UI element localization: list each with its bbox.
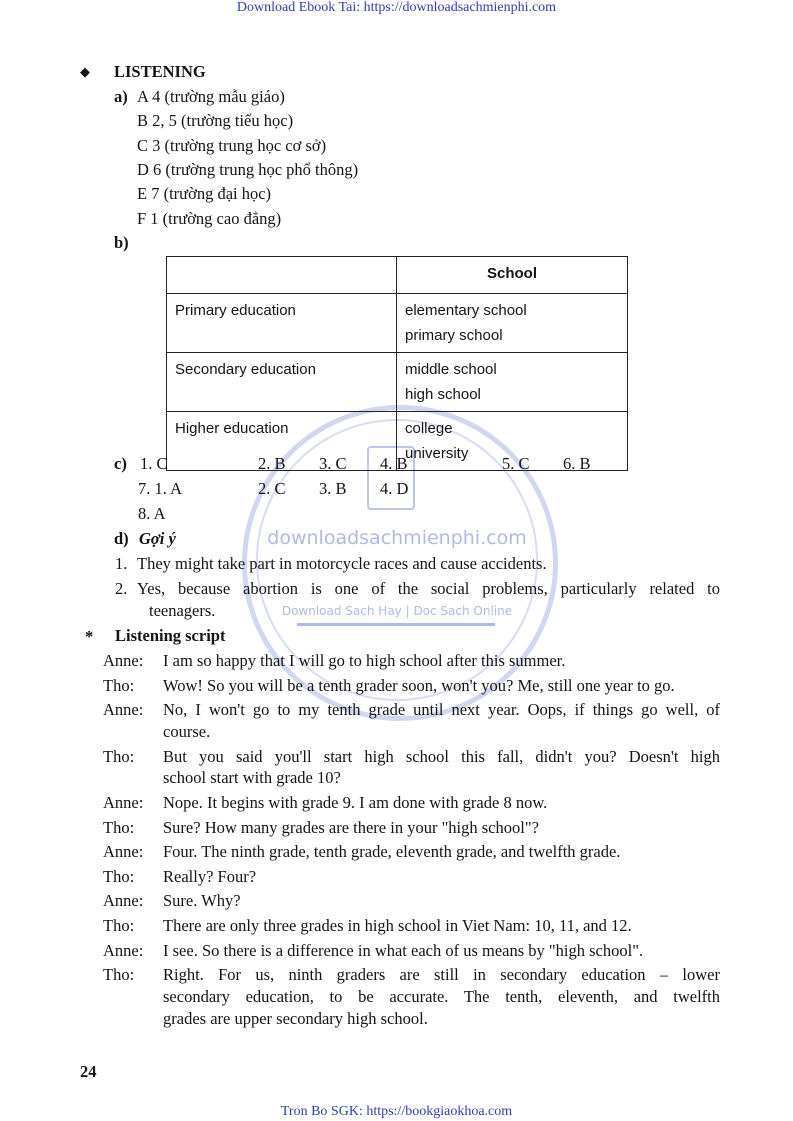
answer-item: 4. D <box>380 479 409 498</box>
table-cell-level: Higher education <box>167 412 397 471</box>
school-name: primary school <box>405 327 503 344</box>
dialogue-line: There are only three grades in high school in Viet Nam: 10, 11, and 12. <box>163 916 632 935</box>
answer-line: C 3 (trường trung học cơ sở) <box>137 135 327 155</box>
speaker-name: Tho: <box>103 866 135 886</box>
part-d-title: Gợi ý <box>139 529 176 548</box>
table-header-cell: School <box>397 257 628 294</box>
answer-item: 6. B <box>563 454 591 473</box>
speaker-name: Tho: <box>103 746 135 766</box>
dialogue-line: Nope. It begins with grade 9. I am done with grade 8 now. <box>163 793 548 812</box>
answer-item: 5. C <box>502 454 530 473</box>
table-header-row <box>167 257 628 294</box>
answer-text-line: They might take part in motorcycle races and cause accidents. <box>137 554 547 573</box>
part-d-label: d) <box>114 529 129 548</box>
speaker-name: Tho: <box>103 817 135 837</box>
part-b-label: b) <box>114 233 129 252</box>
school-name: middle school <box>405 361 497 378</box>
table-cell-level: Secondary education <box>167 353 397 412</box>
speaker-name: Anne: <box>103 793 144 812</box>
dialogue-line: Wow! So you will be a tenth grader soon, won't you? Me, still one year to go. <box>163 675 675 695</box>
dialogue-line: Really? Four? <box>163 866 257 886</box>
speaker-name: Tho: <box>103 916 135 935</box>
dialogue-line: I am so happy that I will go to high school after this summer. <box>163 651 566 670</box>
speaker-name: Anne: <box>103 842 144 862</box>
answer-text-line: Yes, because abortion is one of the social problems, particularly related to <box>137 579 720 598</box>
dialogue-line: Sure? How many grades are there in your "high school"? <box>163 817 539 837</box>
speaker-name: Anne: <box>103 891 144 911</box>
footer-link[interactable]: Tron Bo SGK: https://bookgiaokhoa.com <box>280 1104 513 1119</box>
dialogue-line: I see. So there is a difference in what each of us means by "high school". <box>163 940 644 960</box>
dialogue-line: Sure. Why? <box>163 891 241 911</box>
school-name: college <box>405 420 453 437</box>
dialogue-line: No, I won't go to my tenth grade until next year. Oops, if things go well, of <box>163 700 720 720</box>
part-c-label: c) <box>114 454 127 473</box>
speaker-name: Anne: <box>103 940 144 960</box>
answer-item: 7. 1. A <box>138 479 183 498</box>
watermark-underline <box>297 623 495 626</box>
speaker-name: Anne: <box>103 651 144 670</box>
dialogue-line: But you said you'll start high school this fall, didn't you? Doesn't high <box>163 746 720 766</box>
watermark-tagline: Download Sach Hay | Doc Sach Online <box>281 604 513 618</box>
answer-item: 1. C <box>140 454 168 473</box>
table-cell-schools <box>397 353 628 412</box>
watermark-domain: downloadsachmienphi.com <box>267 527 527 549</box>
item-number: 1. <box>115 554 128 573</box>
answer-item: 2. C <box>258 479 286 498</box>
answer-text-line: teenagers. <box>149 601 216 620</box>
dialogue-line: course. <box>163 722 211 741</box>
script-title: Listening script <box>115 626 226 645</box>
table-cell-schools <box>397 294 628 353</box>
answer-line: D 6 (trường trung học phổ thông) <box>137 159 359 179</box>
dialogue-line: Right. For us, ninth graders are still in secondary education – lower <box>163 965 720 985</box>
school-name: high school <box>405 386 481 403</box>
item-number: 2. <box>115 579 128 598</box>
table-row <box>167 294 628 353</box>
header-download-link[interactable]: Download Ebook Tai: https://downloadsachmienphi.com <box>236 0 557 15</box>
answer-item: 8. A <box>138 504 166 523</box>
answer-line: E 7 (trường đại học) <box>137 184 272 204</box>
dialogue-line: secondary education, to be accurate. The tenth, eleventh, and twelfth <box>163 987 720 1006</box>
bullet-icon: ◆ <box>80 64 90 79</box>
table-row <box>167 353 628 412</box>
page-number: 24 <box>80 1062 97 1081</box>
dialogue-line: school start with grade 10? <box>163 768 341 788</box>
dialogue-line: grades are upper secondary high school. <box>163 1008 428 1028</box>
table-cell-level: Primary education <box>167 294 397 353</box>
answer-line: A 4 (trường mẫu giáo) <box>137 87 285 106</box>
part-a-label: a) <box>114 87 128 106</box>
school-name: elementary school <box>405 302 527 319</box>
script-marker: * <box>85 627 94 646</box>
section-title: LISTENING <box>114 62 206 81</box>
answer-item: 3. B <box>319 479 347 498</box>
table-header-cell <box>167 257 397 294</box>
speaker-name: Anne: <box>103 700 144 720</box>
speaker-name: Tho: <box>103 965 135 985</box>
school-name: university <box>405 445 469 462</box>
dialogue-line: Four. The ninth grade, tenth grade, eleventh grade, and twelfth grade. <box>163 842 621 862</box>
speaker-name: Tho: <box>103 675 135 695</box>
answer-item: 2. B <box>258 454 286 473</box>
answer-item: 3. C <box>319 454 347 473</box>
school-table <box>166 256 628 471</box>
answer-line: F 1 (trường cao đẳng) <box>137 208 282 228</box>
answer-item: 4. B <box>380 454 408 473</box>
answer-line: B 2, 5 (trường tiểu học) <box>137 111 294 131</box>
